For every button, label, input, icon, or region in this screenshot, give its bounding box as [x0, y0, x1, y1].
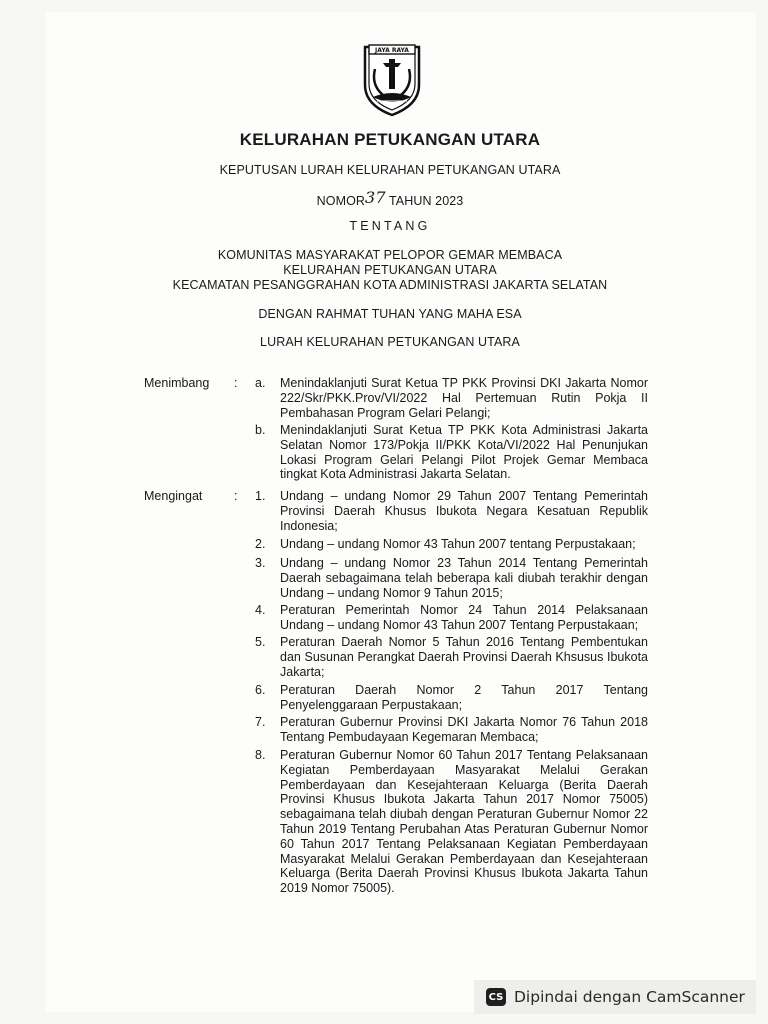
- office-title: KELURAHAN PETUKANGAN UTARA: [239, 130, 541, 149]
- subject-line-1: KOMUNITAS MASYARAKAT PELOPOR GEMAR MEMBACA: [217, 248, 563, 262]
- subject-line-3: KECAMATAN PESANGGRAHAN KOTA ADMINISTRASI JAKARTA SELATAN: [172, 278, 608, 292]
- mengingat-item-5-text: Peraturan Daerah Nomor 5 Tahun 2016 Tentang Pembentukan dan Susunan Perangkat Daerah Provinsi Daerah Khsusus Ibukota Jakarta;: [280, 635, 648, 679]
- handwritten-number: 37: [365, 188, 386, 207]
- mengingat-colon: :: [234, 489, 238, 503]
- mengingat-item-4-text: Peraturan Pemerintah Nomor 24 Tahun 2014 Pelaksanaan Undang – undang Nomor 43 Tahun 2007 Tentang Perpustakaan;: [280, 603, 648, 632]
- menimbang-item-a-mark: a.: [255, 376, 266, 390]
- mengingat-item-2-mark: 2.: [255, 537, 266, 551]
- menimbang-label: Menimbang: [144, 376, 210, 390]
- camscanner-text: Dipindai dengan CamScanner: [514, 988, 745, 1006]
- mengingat-item-3-mark: 3.: [255, 556, 266, 570]
- mengingat-item-6-text: Peraturan Daerah Nomor 2 Tahun 2017 Tentang Penyelenggaraan Perpustakaan;: [280, 683, 648, 712]
- mengingat-item-6-mark: 6.: [255, 683, 266, 697]
- about-heading: TENTANG: [349, 219, 431, 233]
- menimbang-colon: :: [234, 376, 238, 390]
- mengingat-item-1-mark: 1.: [255, 489, 266, 503]
- mengingat-item-5-mark: 5.: [255, 635, 266, 649]
- decision-heading: KEPUTUSAN LURAH KELURAHAN PETUKANGAN UTARA: [219, 163, 561, 177]
- mengingat-item-7-mark: 7.: [255, 715, 266, 729]
- mengingat-item-8-text: Peraturan Gubernur Nomor 60 Tahun 2017 Tentang Pelaksanaan Kegiatan Pemberdayaan Masyarakat Melalui Gerakan Pemberdayaan dan Kesejahteraan Keluarga (Berita Daerah Provinsi Khusus Ibukota Jakarta Tahun 2017 Nomor 75005) sebagaimana telah diubah dengan Peraturan Gubernur Nomor 22 Tahun 2019 Tentang Perubahan Atas Peraturan Gubernur Nomor 60 Tahun 2017 Tentang Pelaksanaan Kegiatan Pemberdayaan Masyarakat Melalui Gerakan Pemberdayaan dan Kesejahteraan Keluarga (Berita Daerah Provinsi Khusus Ibukota Jakarta Tahun 2019 Nomor 75005).: [280, 748, 648, 896]
- mengingat-item-1-text: Undang – undang Nomor 29 Tahun 2007 Tentang Pemerintah Provinsi Daerah Khusus Ibukota Negara Kesatuan Republik Indonesia;: [280, 489, 648, 533]
- emblem-motto: JAYA RAYA: [375, 47, 409, 54]
- mengingat-item-8-mark: 8.: [255, 748, 266, 762]
- official-title: LURAH KELURAHAN PETUKANGAN UTARA: [260, 335, 520, 349]
- menimbang-item-a-text: Menindaklanjuti Surat Ketua TP PKK Provinsi DKI Jakarta Nomor 222/Skr/PKK.Prov/VI/2022 Hal Pertemuan Rutin Pokja II Pembahasan Program Gelari Pelangi;: [280, 376, 648, 420]
- jakarta-emblem-logo: [359, 41, 425, 117]
- blessing-line: DENGAN RAHMAT TUHAN YANG MAHA ESA: [258, 307, 522, 321]
- menimbang-item-b-mark: b.: [255, 423, 266, 437]
- mengingat-item-3-text: Undang – undang Nomor 23 Tahun 2014 Tentang Pemerintah Daerah sebagaimana telah beberapa kali diubah terakhir dengan Undang – undang Nomor 9 Tahun 2015;: [280, 556, 648, 600]
- number-year: TAHUN 2023: [385, 194, 464, 208]
- menimbang-item-b-text: Menindaklanjuti Surat Ketua TP PKK Kota Administrasi Jakarta Selatan Nomor 173/Pokja II/PKK Kota/VI/2022 Hal Penunjukan Lokasi Program Gelari Pelangi Pilot Projek Gemar Membaca tingkat Kota Administrasi Jakarta Selatan.: [280, 423, 648, 482]
- camscanner-icon: CS: [486, 988, 506, 1006]
- mengingat-item-2-text: Undang – undang Nomor 43 Tahun 2007 tentang Perpustakaan;: [280, 537, 636, 551]
- number-prefix: NOMOR: [316, 194, 366, 208]
- camscanner-watermark: [474, 980, 756, 1014]
- mengingat-item-7-text: Peraturan Gubernur Provinsi DKI Jakarta Nomor 76 Tahun 2018 Tentang Pembudayaan Kegemaran Membaca;: [280, 715, 648, 744]
- mengingat-item-4-mark: 4.: [255, 603, 266, 617]
- decree-number: [0, 190, 768, 209]
- subject-line-2: KELURAHAN PETUKANGAN UTARA: [283, 263, 497, 277]
- mengingat-label: Mengingat: [144, 489, 203, 503]
